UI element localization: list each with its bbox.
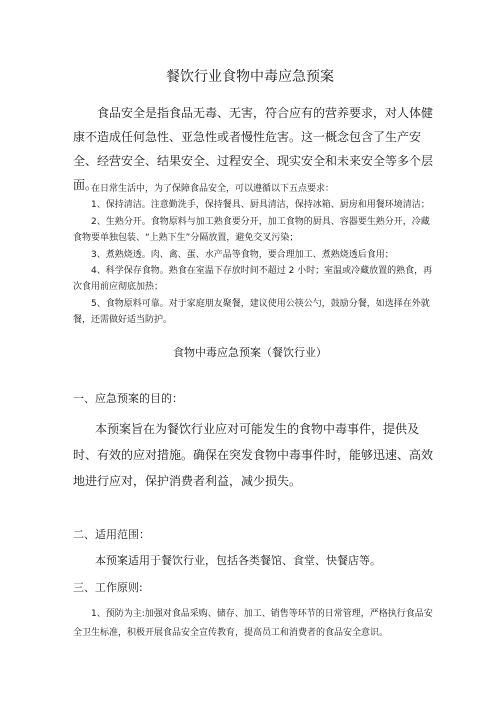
document-title: 餐饮行业食物中毒应急预案 bbox=[166, 69, 334, 85]
section-3-item-1: 1、预防为主:加强对食品采购、储存、加工、销售等环节的日常管理，严格执行食品安全卫生标准，积极开展食品安全宣传教育，提高员工和消费者的食品安全意识。 bbox=[73, 609, 433, 638]
section-2-body: 本预案适用于餐饮行业，包括各类餐馆、食堂、快餐店等。 bbox=[95, 554, 381, 567]
tip-item-2: 2、生熟分开。食物原料与加工熟食要分开，加工食物的厨具、容器要生熟分开，冷藏食物要单独包装、“上熟下生”分隔放置，避免交叉污染； bbox=[73, 216, 430, 244]
tip-item-5: 5、食物原料可靠。对于家庭朋友聚餐，建议使用公筷公勺，鼓励分餐，如选择在外就餐，还需做好适当防护。 bbox=[73, 298, 430, 326]
section-1-body: 本预案旨在为餐饮行业应对可能发生的食物中毒事件，提供及时、有效的应对措施。确保在突发食物中毒事件时，能够迅速、高效地进行应对，保护消费者利益，减少损失。 bbox=[73, 422, 434, 488]
tip-item-1: 1、保持清洁。注意勤洗手，保持餐具、厨具清洁，保持冰箱、厨房和用餐环境清洁； bbox=[91, 200, 430, 211]
tips-lead: 在日常生活中，为了保障食品安全，可以遵循以下五点要求： bbox=[91, 184, 335, 194]
plan-subtitle: 食物中毒应急预案（餐饮行业） bbox=[173, 346, 327, 359]
section-1-heading: 一、应急预案的目的： bbox=[73, 392, 183, 405]
tip-item-4: 4、科学保存食物。熟食在室温下存放时间不超过 2 小时；室温或冷藏放置的熟食，再次食用前应彻底加热； bbox=[73, 266, 433, 293]
safety-tips bbox=[73, 181, 435, 329]
section-2-heading: 二、适用范围： bbox=[73, 528, 150, 541]
tip-item-3: 3、煮熟烧透。肉、禽、蛋、水产品等食物，要合理加工、煮熟烧透后食用； bbox=[91, 249, 394, 260]
section-3-heading: 三、工作原则: bbox=[73, 581, 143, 594]
intro-paragraph: 食品安全是指食品无毒、无害，符合应有的营养要求，对人体健康不造成任何急性、亚急性或者慢性危害。这一概念包含了生产安全、经营安全、结果安全、过程安全、现实安全和未来安全等多个层面。 bbox=[73, 106, 434, 192]
